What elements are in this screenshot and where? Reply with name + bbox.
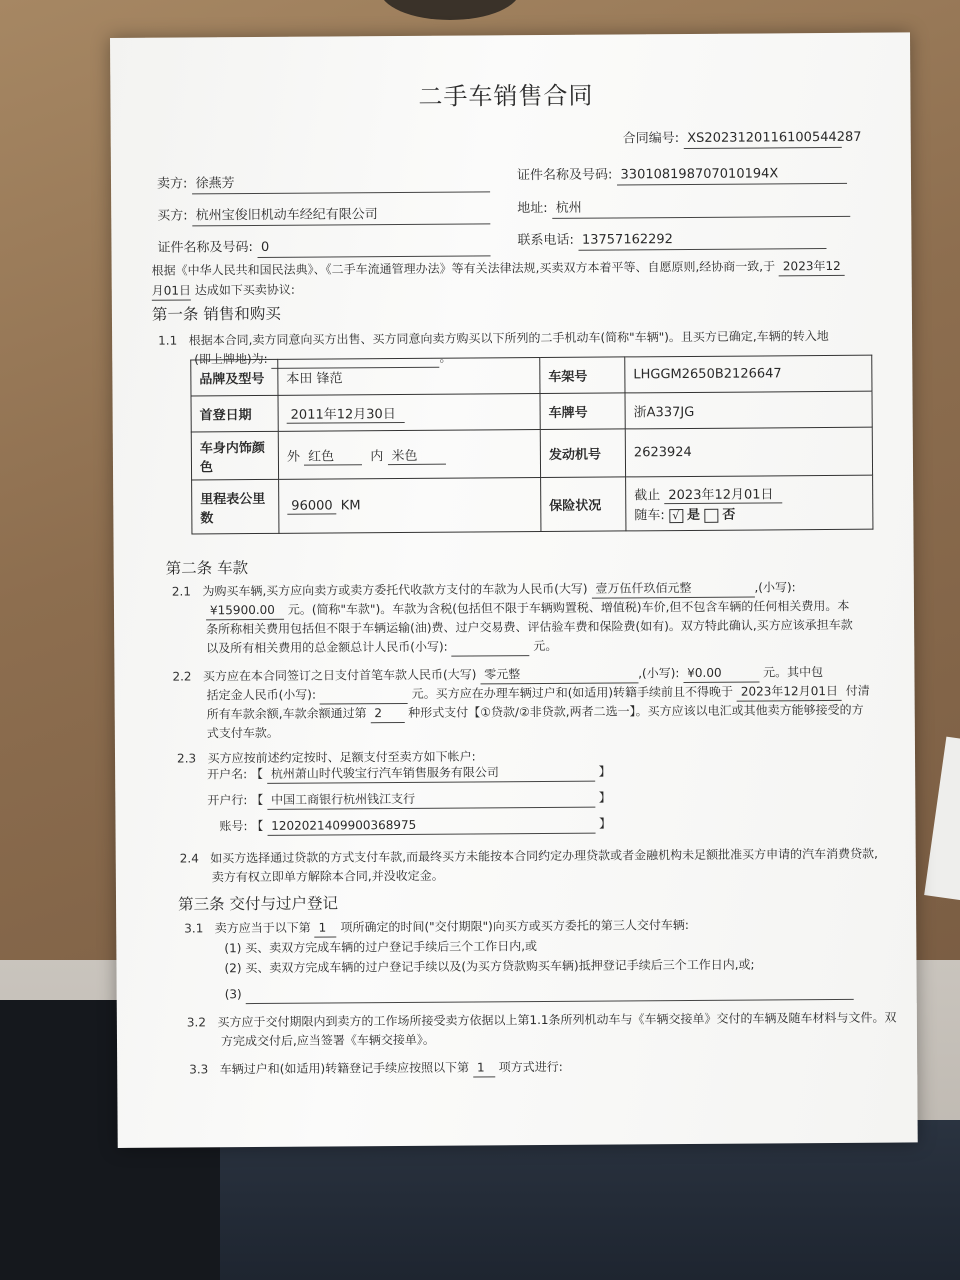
transfer-item: 1 bbox=[473, 1058, 495, 1077]
phone-row: 联系电话: 13757162292 bbox=[517, 230, 826, 251]
contract-paper bbox=[110, 32, 918, 1148]
insurance-with-car: 随车: √ 是 否 bbox=[634, 507, 736, 524]
clause-3-2-line-1: 3.2 买方应于交付期限内到卖方的工作场所接受卖方依据以上第1.1条所列机动车与《车辆交接单》交付的车辆及随车材料与文件。双 bbox=[186, 1010, 897, 1030]
seller-id-row: 证件名称及号码: 330108198707010194X bbox=[517, 165, 847, 186]
seller-row: 卖方: 徐燕芳 bbox=[157, 173, 490, 194]
color-label: 车身内饰颜色 bbox=[191, 431, 278, 480]
vin-label: 车架号 bbox=[540, 357, 625, 394]
doc-title: 二手车销售合同 bbox=[418, 81, 594, 111]
price-in-words: 壹万伍仟玖佰元整 bbox=[591, 579, 754, 599]
intro-date-a: 2023年12 bbox=[779, 257, 845, 276]
seller-id-value: 330108198707010194X bbox=[616, 165, 846, 186]
seller-value: 徐燕芳 bbox=[191, 173, 489, 194]
clause-1-1-line-1: 1.1 根据本合同,卖方同意向买方出售、买方同意向卖方购买以下所列的二手机动车(简称"车辆")。且买方已确定,车辆的转入地 bbox=[158, 328, 829, 348]
clause-2-1-line-2: ¥15900.00 元。(简称"车款")。车款为含税(包括但不限于车辆购置税、增值税)车价,但不包含车辆的任何相关费用。本 bbox=[206, 597, 850, 620]
address-row: 地址: 杭州 bbox=[517, 198, 850, 219]
reg-date-value: 2011年12月30日 bbox=[287, 402, 405, 423]
intro-line-2: 月01日 达成如下买卖协议: bbox=[152, 281, 295, 301]
mileage-value: 96000 bbox=[287, 498, 336, 514]
payment-method: 2 bbox=[370, 704, 404, 723]
article-1-heading: 第一条 销售和购买 bbox=[151, 304, 281, 324]
clause-3-3: 3.3 车辆过户和(如适用)转籍登记手续应按照以下第 1 项方式进行: bbox=[189, 1059, 563, 1077]
account-number: 1202021409900368975 bbox=[267, 815, 595, 836]
contract-no: 合同编号: XS2023120116100544287 bbox=[623, 129, 842, 150]
clause-2-1-line-1: 2.1 为购买车辆,买方应向卖方或卖方委托代收款方支付的车款为人民币(大写) 壹万伍仟玖佰元整 ,(小写): bbox=[171, 580, 796, 599]
intro-line-1: 根据《中华人民共和国民法典》、《二手车流通管理办法》等有关法律法规,买卖双方本着平等、自愿原则,经协商一致,于 2023年12 bbox=[152, 257, 845, 281]
reg-date-label: 首登日期 bbox=[191, 395, 278, 432]
buyer-id-value: 0 bbox=[257, 237, 490, 258]
clause-2-2-line-3: 所有车款余额,车款余额通过第 2 种形式支付【①贷款/②非贷款,两者二选一】。买方应该以电汇或其他卖方能够接受的方 bbox=[206, 702, 864, 722]
clause-2-2-line-2: 括定金人民币(小写): 元。买方应在办理车辆过户和(如适用)转籍手续前且不得晚于 2023年12月01日 付清 bbox=[207, 682, 870, 706]
clause-2-1-line-3: 条所称相关费用包括但不限于车辆运输(油)费、过户交易费、评估验车费和保险费(如有)。双方特此确认,买方应该承担车款 bbox=[206, 617, 853, 637]
mileage-cell bbox=[279, 478, 541, 534]
total-amount-blank bbox=[451, 637, 529, 657]
insurance-label: 保险状况 bbox=[541, 477, 626, 532]
payment-deadline: 2023年12月01日 bbox=[737, 682, 842, 702]
buyer-value: 杭州宝俊旧机动车经纪有限公司 bbox=[192, 205, 490, 226]
clause-2-4-line-2: 卖方有权立即单方解除本合同,并没收定金。 bbox=[211, 868, 444, 885]
account-no-row: 账号: 【 1202021409900368975 】 bbox=[219, 815, 611, 837]
clause-1-1-line-2: (即上牌地)为: 。 bbox=[194, 349, 451, 370]
reg-date-cell bbox=[278, 394, 540, 432]
account-name-row: 开户名: 【 杭州萧山时代骏宝行汽车销售服务有限公司 】 bbox=[207, 763, 611, 785]
down-payment-amount: ¥0.00 bbox=[683, 663, 759, 683]
article-3-heading: 第三条 交付与过户登记 bbox=[177, 894, 339, 914]
contract-no-value: XS2023120116100544287 bbox=[683, 129, 841, 149]
address-value: 杭州 bbox=[552, 198, 850, 219]
intro-date-b: 月01日 bbox=[152, 281, 191, 300]
price-amount: ¥15900.00 bbox=[206, 601, 284, 621]
buyer-row: 买方: 杭州宝俊旧机动车经纪有限公司 bbox=[157, 205, 490, 226]
clause-2-2-line-4: 式支付车款。 bbox=[206, 725, 279, 741]
clause-3-1-item-2: (2) 买、卖双方完成车辆的过户登记手续以及(为买方贷款购买车辆)抵押登记手续后三个工作日内,或; bbox=[224, 957, 755, 976]
bank-name: 中国工商银行杭州钱江支行 bbox=[267, 789, 595, 810]
no-checkbox[interactable] bbox=[704, 508, 718, 522]
delivery-item: 1 bbox=[315, 918, 337, 937]
brand-value: 本田 锋范 bbox=[278, 358, 540, 396]
insurance-until-value: 2023年12月01日 bbox=[664, 483, 782, 504]
vin-value: LHGGM2650B2126647 bbox=[625, 355, 872, 393]
clause-3-1-item-3: (3) bbox=[225, 981, 854, 1004]
brand-label: 品牌及型号 bbox=[191, 359, 278, 396]
phone-value: 13757162292 bbox=[578, 230, 826, 251]
buyer-id-row: 证件名称及号码: 0 bbox=[157, 237, 490, 258]
clause-2-1-line-4: 以及所有相关费用的总金额总计人民币(小写): 元。 bbox=[206, 638, 558, 656]
insurance-until: 截止 2023年12月01日 bbox=[634, 483, 864, 505]
mileage-unit: KM bbox=[340, 497, 361, 513]
vehicle-info-table bbox=[190, 355, 873, 535]
engine-label: 发动机号 bbox=[540, 429, 625, 478]
article-2-heading: 第二条 车款 bbox=[165, 559, 249, 578]
clause-3-1-item-1: (1) 买、卖双方完成车辆的过户登记手续后三个工作日内,或 bbox=[224, 939, 538, 956]
account-name: 杭州萧山时代骏宝行汽车销售服务有限公司 bbox=[267, 763, 595, 784]
color-cell: 外 红色 内 米色 bbox=[278, 430, 540, 480]
engine-value: 2623924 bbox=[625, 427, 872, 477]
clause-3-2-line-2: 方完成交付后,应当签署《车辆交接单》。 bbox=[220, 1032, 435, 1049]
insurance-cell bbox=[626, 475, 873, 531]
exterior-color: 红色 bbox=[304, 445, 362, 465]
deposit-blank bbox=[320, 685, 408, 705]
plate-label: 车牌号 bbox=[540, 393, 625, 430]
clause-2-3: 2.3 买方应按前述约定按时、足额支付至卖方如下帐户: bbox=[176, 749, 476, 766]
clause-3-1: 3.1 卖方应当于以下第 1 项所确定的时间("交付期限")向买方或买方委托的第三人交付车辆: bbox=[184, 916, 689, 939]
clause-2-4-line-1: 2.4 如买方选择通过贷款的方式支付车款,而最终买方未能按本合同约定办理贷款或者金融机构未足额批准买方申请的汽车消费贷款, bbox=[179, 846, 878, 866]
mileage-label: 里程表公里数 bbox=[192, 479, 279, 534]
clause-2-2-line-1: 2.2 买方应在本合同签订之日支付首笔车款人民币(大写) 零元整 ,(小写): ¥0.00 元。其中包 bbox=[172, 665, 824, 684]
bank-row: 开户行: 【 中国工商银行杭州钱江支行 】 bbox=[207, 789, 611, 811]
item-3-blank bbox=[245, 981, 853, 1004]
down-payment-words: 零元整 bbox=[480, 664, 638, 684]
plate-value: 浙A337JG bbox=[625, 391, 872, 429]
yes-checkbox[interactable]: √ bbox=[669, 509, 683, 523]
interior-color: 米色 bbox=[387, 444, 445, 464]
